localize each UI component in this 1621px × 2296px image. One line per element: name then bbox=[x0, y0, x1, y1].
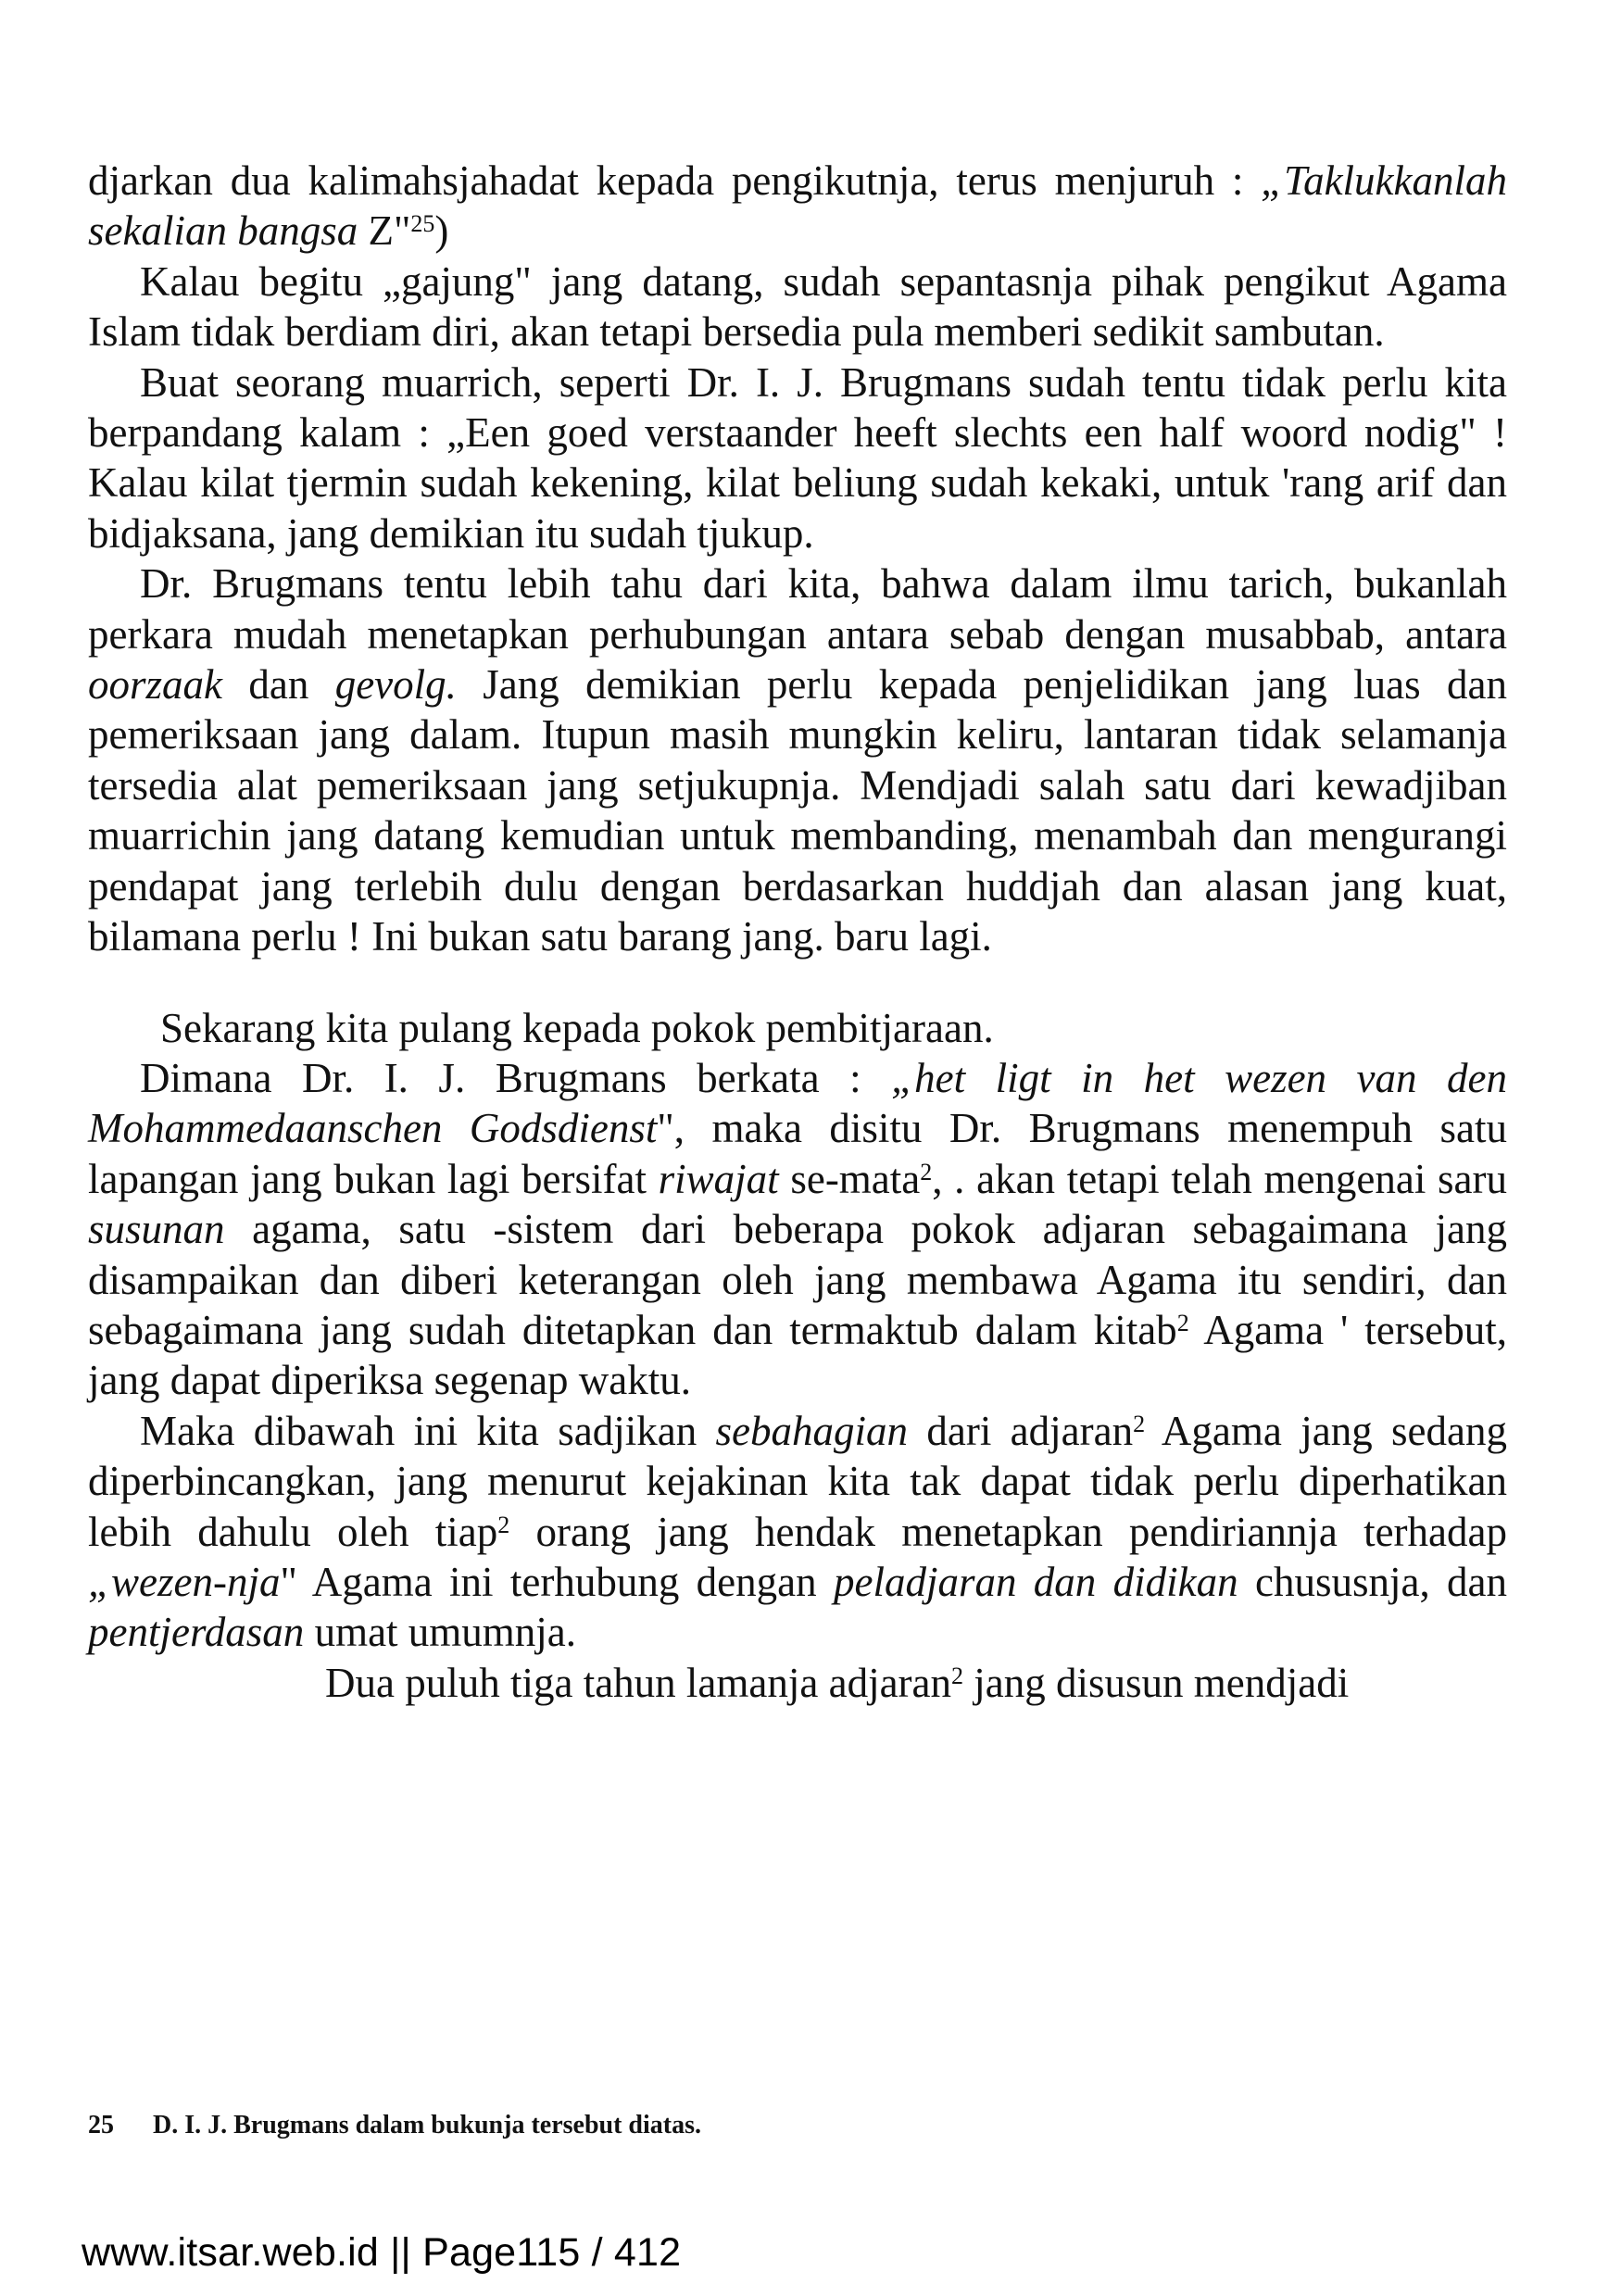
footnote-marker: 2 bbox=[951, 1662, 964, 1689]
text-run: " Agama ini terhubung dengan bbox=[280, 1558, 834, 1605]
text-run: dari adjaran bbox=[908, 1407, 1134, 1454]
text-run: Dua puluh tiga tahun lamanja adjaran bbox=[325, 1659, 952, 1706]
text-run: Jang demikian perlu kepada penjelidikan jang luas dan pemeriksaan jang dalam. Itupun masih mungkin keliru, lantaran tidak selamanja tersedia alat pemeriksaan jang setjukupnja. Mendjadi salah satu dari kewadjiban muarrichin jang datang kemudian untuk membanding, menambah dan mengurangi pendapat jang terlebih dulu dengan berdasarkan huddjah dan alasan jang kuat, bilamana perlu ! Ini bukan satu barang jang. baru lagi. bbox=[88, 661, 1507, 960]
paragraph-4 bbox=[88, 558, 1507, 961]
italic-run: pentjerdasan bbox=[88, 1609, 305, 1656]
italic-run: sebahagian bbox=[715, 1407, 909, 1454]
footnote-text: D. I. J. Brugmans dalam bukunja tersebut diatas. bbox=[153, 2111, 701, 2139]
paragraph-8 bbox=[88, 1658, 1507, 1708]
paragraph-5 bbox=[88, 1003, 1507, 1053]
paragraph-1 bbox=[88, 156, 1507, 257]
text-run: Dimana Dr. I. J. Brugmans berkata : bbox=[140, 1054, 892, 1101]
text-run: Dr. Brugmans tentu lebih tahu dari kita, bahwa dalam ilmu tarich, bukanlah perkara mudah menetapkan perhubungan antara sebab dengan musabbab, antara bbox=[88, 560, 1507, 658]
paragraph-2 bbox=[88, 257, 1507, 358]
text-run: dan bbox=[222, 661, 335, 709]
text-run: Agama ' tersebut, jang dapat diperiksa segenap waktu. bbox=[88, 1306, 1507, 1404]
italic-run: „wezen-nja bbox=[88, 1558, 281, 1605]
italic-run: peladjaran dan didikan bbox=[833, 1558, 1238, 1605]
text-run: Kalau begitu „gajung" jang datang, sudah sepantasnja pihak pengikut Agama Islam tidak berdiam diri, akan tetapi bersedia pula memberi sedikit sambutan. bbox=[88, 257, 1507, 356]
footnote-marker: 2 bbox=[497, 1511, 510, 1538]
footnote-marker: 25 bbox=[410, 210, 435, 238]
paragraph-6 bbox=[88, 1053, 1507, 1406]
footnote bbox=[88, 2110, 701, 2141]
text-run: orang jang hendak menetapkan pendiriannja terhadap bbox=[509, 1508, 1507, 1555]
italic-run: „het ligt in het wezen van den Mohammedaanschen Godsdienst bbox=[88, 1054, 1507, 1152]
text-run: ) bbox=[434, 207, 449, 255]
italic-run: riwajat bbox=[658, 1155, 779, 1202]
footnote-marker: 2 bbox=[1176, 1309, 1189, 1336]
italic-run: susunan bbox=[88, 1206, 225, 1253]
text-run: Agama jang sedang diperbincangkan, jang menurut kejakinan kita tak dapat tidak perlu diperhatikan lebih dahulu oleh tiap bbox=[88, 1407, 1507, 1555]
body-text bbox=[88, 156, 1507, 1708]
text-run: djarkan dua kalimahsjahadat kepada pengikutnja, terus menjuruh : bbox=[88, 157, 1262, 204]
italic-run: „Taklukkanlah sekalian bangsa bbox=[88, 157, 1507, 255]
footnote-marker: 2 bbox=[920, 1158, 933, 1186]
text-run: se-mata bbox=[778, 1155, 921, 1202]
footnote-marker: 2 bbox=[1133, 1410, 1146, 1437]
text-run: Sekarang kita pulang kepada pokok pembitjaraan. bbox=[160, 1004, 994, 1051]
text-run: jang disusun mendjadi bbox=[963, 1659, 1350, 1706]
text-run: Z" bbox=[358, 207, 411, 255]
text-run: Maka dibawah ini kita sadjikan bbox=[140, 1407, 716, 1454]
page-footer: www.itsar.web.id || Page115 / 412 bbox=[82, 2230, 682, 2275]
paragraph-7 bbox=[88, 1406, 1507, 1658]
text-run: chususnja, dan bbox=[1238, 1558, 1508, 1605]
text-run: agama, satu -sistem dari beberapa pokok adjaran sebagaimana jang disampaikan dan diberi keterangan oleh jang membawa Agama itu sendiri, dan sebagaimana jang sudah ditetapkan dan termaktub dalam kitab bbox=[88, 1206, 1507, 1353]
text-run: ", maka disitu Dr. Brugmans menempuh satu lapangan jang bukan lagi bersifat bbox=[88, 1105, 1507, 1202]
italic-run: oorzaak bbox=[88, 661, 222, 709]
footnote-number: 25 bbox=[88, 2111, 114, 2139]
text-run: umat umumnja. bbox=[304, 1609, 577, 1656]
paragraph-3 bbox=[88, 358, 1507, 559]
text-run: Buat seorang muarrich, seperti Dr. I. J. Brugmans sudah tentu tidak perlu kita berpandang kalam : „Een goed verstaander heeft slechts een half woord nodig" ! Kalau kilat tjermin sudah kekening, kilat beliung sudah kekaki, untuk 'rang arif dan bidjaksana, jang demikian itu sudah tjukup. bbox=[88, 358, 1507, 557]
italic-run: gevolg. bbox=[334, 661, 457, 709]
text-run: , . akan tetapi telah mengenai saru bbox=[932, 1155, 1508, 1202]
